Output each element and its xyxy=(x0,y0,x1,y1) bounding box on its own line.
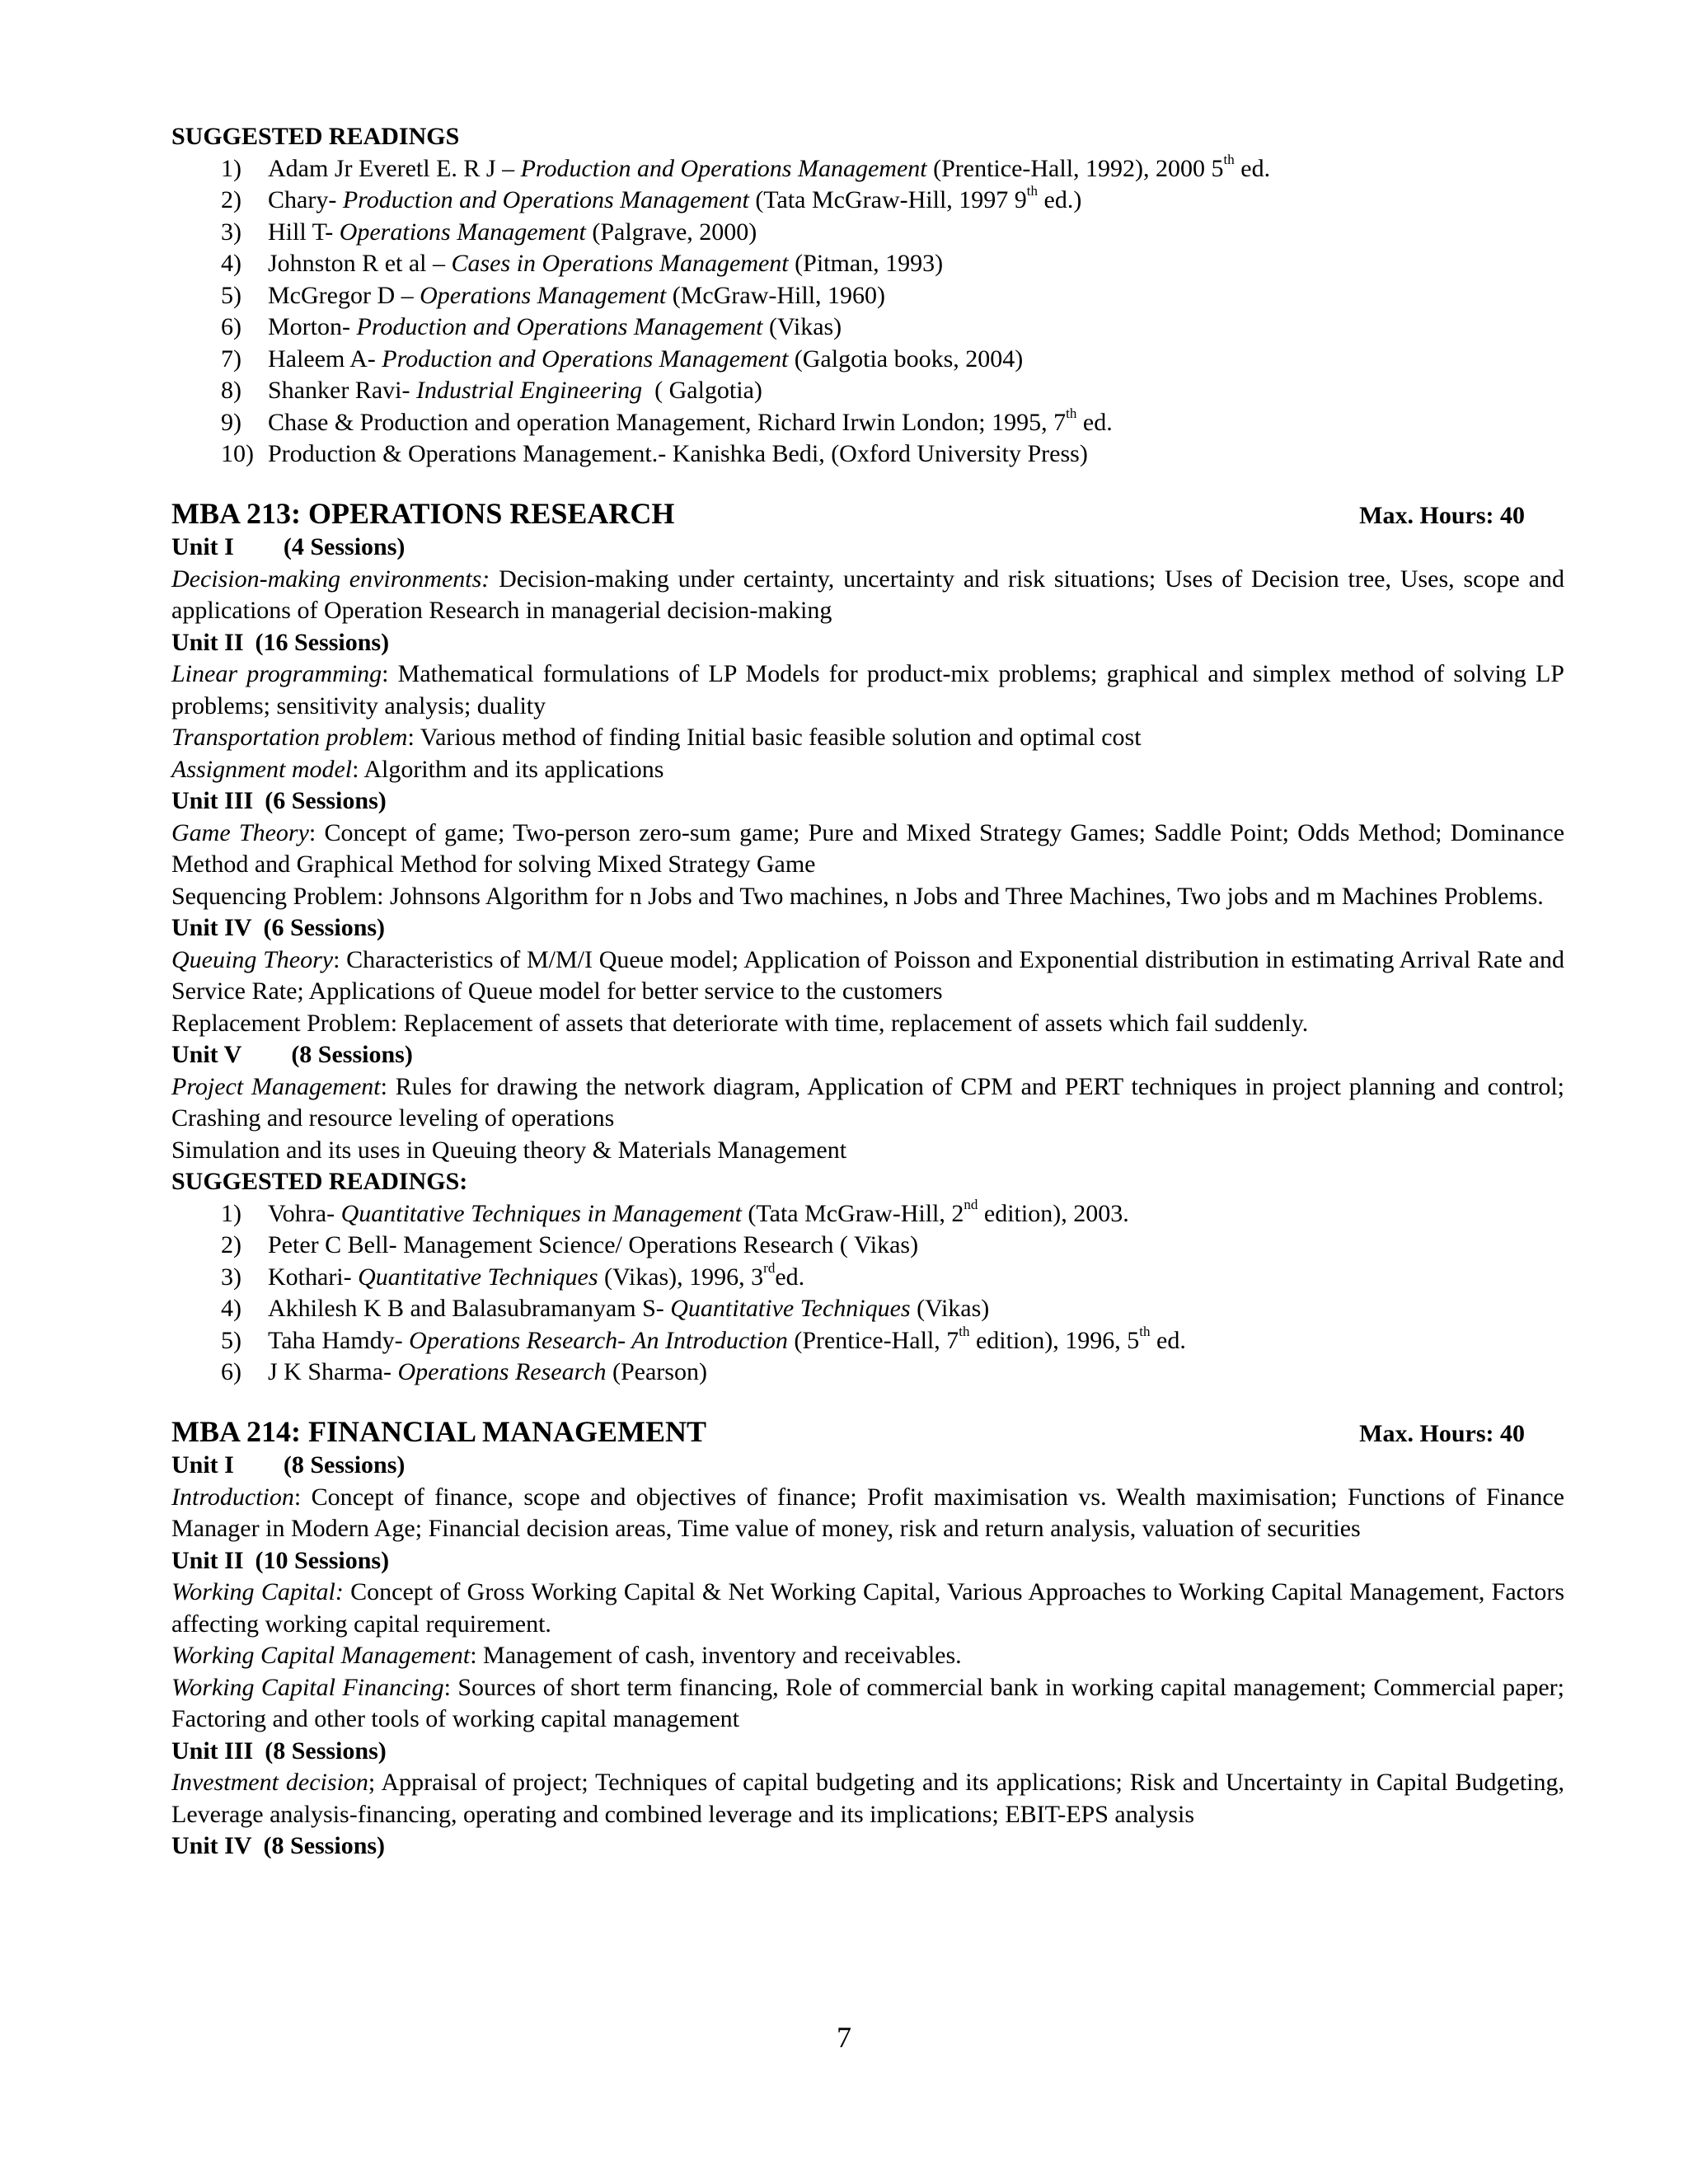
unit-heading: Unit III (8 Sessions) xyxy=(171,1736,387,1765)
readings-heading: SUGGESTED READINGS xyxy=(171,123,460,150)
reading-item: 10) Production & Operations Management.- Kanishka Bedi, (Oxford University Press) xyxy=(221,440,1088,467)
unit-paragraph: Replacement Problem: Replacement of assets that deteriorate with time, replacement of assets which fail suddenly. xyxy=(171,1009,1309,1037)
page-number: 7 xyxy=(837,2021,851,2054)
reading-item: 6) Morton- Production and Operations Management (Vikas) xyxy=(221,313,842,340)
reading-item: 1) Vohra- Quantitative Techniques in Management (Tata McGraw-Hill, 2nd edition), 2003. xyxy=(221,1196,1129,1227)
unit-paragraph: Working Capital: Concept of Gross Working Capital & Net Working Capital, Various Approaches to Working Capital Management, Factors affecting working capital requirement. xyxy=(171,1578,1564,1638)
readings-heading: SUGGESTED READINGS: xyxy=(171,1168,468,1195)
unit-paragraph: Introduction: Concept of finance, scope and objectives of finance; Profit maximisation vs. Wealth maximisation; Functions of Finance Manager in Modern Age; Financial decision areas, Time value of money, risk and return analysis, valuation of securities xyxy=(171,1483,1564,1542)
reading-item: 7) Haleem A- Production and Operations Management (Galgotia books, 2004) xyxy=(221,344,1024,373)
unit-paragraph: Sequencing Problem: Johnsons Algorithm for n Jobs and Two machines, n Jobs and Three Machines, Two jobs and m Machines Problems. xyxy=(171,882,1544,910)
unit-paragraph: Working Capital Management: Management of cash, inventory and receivables. xyxy=(171,1642,962,1669)
course-title: MBA 214: FINANCIAL MANAGEMENT xyxy=(171,1414,707,1448)
unit-heading: Unit IV (6 Sessions) xyxy=(171,914,386,941)
unit-heading: Unit II (16 Sessions) xyxy=(171,628,390,656)
unit-heading: Unit II (10 Sessions) xyxy=(171,1546,390,1574)
reading-item: 4) Akhilesh K B and Balasubramanyam S- Quantitative Techniques (Vikas) xyxy=(221,1295,990,1322)
course-title: MBA 213: OPERATIONS RESEARCH xyxy=(171,496,675,530)
reading-item: 1) Adam Jr Everetl E. R J – Production and Operations Management (Prentice-Hall, 1992), 2000 5th ed. xyxy=(221,151,1271,182)
reading-item: 5) Taha Hamdy- Operations Research- An Introduction (Prentice-Hall, 7th edition), 1996, 5th ed. xyxy=(221,1323,1186,1354)
course-header-mba214 xyxy=(171,1413,1564,1451)
unit-paragraph: Working Capital Financing: Sources of short term financing, Role of commercial bank in working capital management; Commercial paper; Factoring and other tools of working capital management xyxy=(171,1673,1565,1732)
unit-paragraph: Transportation problem: Various method of finding Initial basic feasible solution and optimal cost xyxy=(171,724,1142,751)
unit-paragraph: Project Management: Rules for drawing the network diagram, Application of CPM and PERT techniques in project planning and control; Crashing and resource leveling of operations xyxy=(171,1072,1564,1132)
unit-paragraph: Queuing Theory: Characteristics of M/M/I Queue model; Application of Poisson and Exponential distribution in estimating Arrival Rate and Service Rate; Applications of Queue model for better service to the customers xyxy=(171,945,1565,1005)
unit-heading: Unit V (8 Sessions) xyxy=(171,1041,413,1068)
reading-item: 3) Hill T- Operations Management (Palgrave, 2000) xyxy=(221,218,757,246)
page-content xyxy=(171,121,1564,1863)
reading-item: 2) Peter C Bell- Management Science/ Operations Research ( Vikas) xyxy=(221,1231,919,1258)
reading-item: 8) Shanker Ravi- Industrial Engineering ( Galgotia) xyxy=(221,377,762,404)
reading-item: 3) Kothari- Quantitative Techniques (Vikas), 1996, 3rded. xyxy=(221,1259,805,1291)
unit-paragraph: Game Theory: Concept of game; Two-person zero-sum game; Pure and Mixed Strategy Games; Saddle Point; Odds Method; Dominance Method and Graphical Method for solving Mixed Strategy Game xyxy=(171,818,1565,878)
readings-list xyxy=(171,153,1564,471)
max-hours: Max. Hours: 40 xyxy=(1359,1419,1525,1447)
readings-list xyxy=(171,1198,1564,1389)
max-hours: Max. Hours: 40 xyxy=(1359,501,1525,529)
reading-item: 9) Chase & Production and operation Management, Richard Irwin London; 1995, 7th ed. xyxy=(221,405,1113,436)
reading-item: 5) McGregor D – Operations Management (McGraw-Hill, 1960) xyxy=(221,281,886,309)
unit-paragraph: Simulation and its uses in Queuing theory & Materials Management xyxy=(171,1136,847,1164)
unit-heading: Unit III (6 Sessions) xyxy=(171,787,387,814)
unit-paragraph: Decision-making environments: Decision-making under certainty, uncertainty and risk situations; Uses of Decision tree, Uses, scope and applications of Operation Research in managerial decision-making xyxy=(171,565,1564,624)
unit-paragraph: Linear programming: Mathematical formulations of LP Models for product-mix problems; graphical and simplex method of solving LP problems; sensitivity analysis; duality xyxy=(171,660,1564,719)
unit-heading: Unit I (8 Sessions) xyxy=(171,1451,406,1479)
unit-heading: Unit IV (8 Sessions) xyxy=(171,1832,386,1859)
reading-item: 6) J K Sharma- Operations Research (Pearson) xyxy=(221,1358,707,1385)
unit-paragraph: Assignment model: Algorithm and its applications xyxy=(171,755,664,783)
unit-heading: Unit I (4 Sessions) xyxy=(171,533,406,560)
course-header-mba213 xyxy=(171,495,1564,532)
reading-item: 2) Chary- Production and Operations Management (Tata McGraw-Hill, 1997 9th ed.) xyxy=(221,183,1082,213)
unit-paragraph: Investment decision; Appraisal of project; Techniques of capital budgeting and its applications; Risk and Uncertainty in Capital Budgeting, Leverage analysis-financing, operating and combined leverage and its implications; EBIT-EPS analysis xyxy=(171,1769,1564,1828)
reading-item: 4) Johnston R et al – Cases in Operations Management (Pitman, 1993) xyxy=(221,250,944,277)
